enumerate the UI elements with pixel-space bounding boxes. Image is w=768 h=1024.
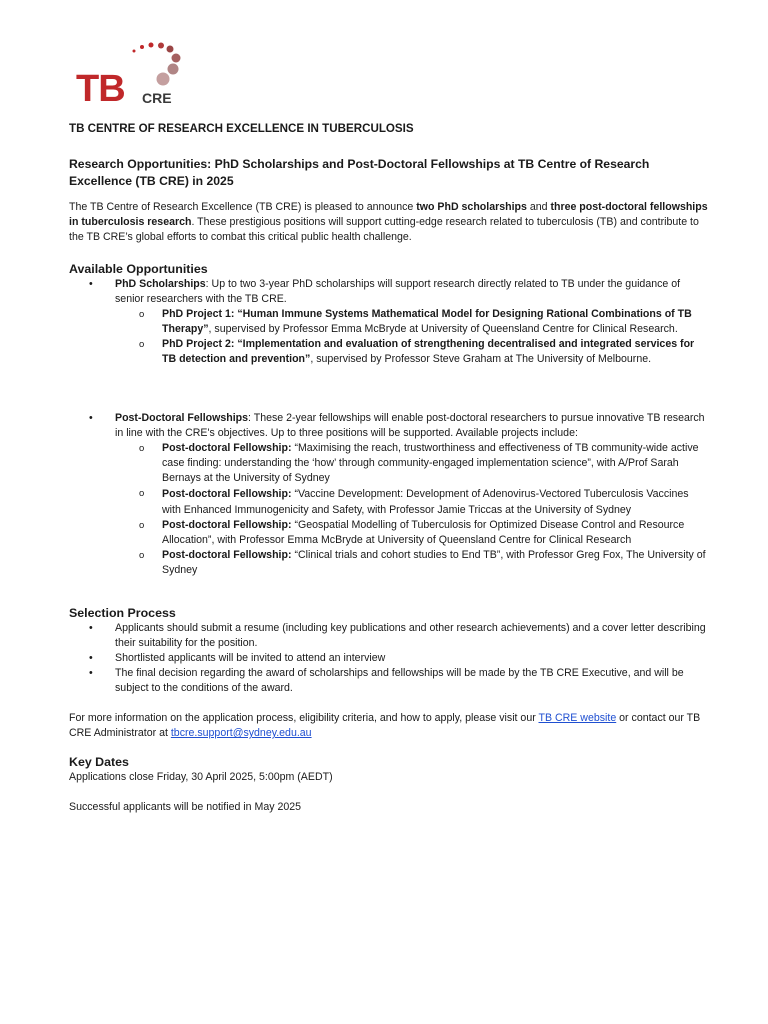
project-title: “Human Immune Systems Mathematical Model for Designing Rational Combinations of TB Therapy” bbox=[162, 308, 692, 335]
project-label: Post-doctoral Fellowship: bbox=[162, 488, 295, 500]
available-list bbox=[69, 277, 709, 578]
postdoc-projects-list bbox=[115, 441, 709, 578]
org-title: TB CENTRE OF RESEARCH EXCELLENCE IN TUBERCULOSIS bbox=[69, 122, 414, 135]
list-item: • Shortlisted applicants will be invited to attend an interview bbox=[69, 651, 709, 666]
intro-text: The TB Centre of Research Excellence (TB CRE) is pleased to announce bbox=[69, 201, 417, 213]
postdoc-text: : These 2-year fellowships will enable post-doctoral researchers to pursue innovative TB research in line with the CRE's objectives. Up to three positions will be supported. Available projects include: bbox=[115, 412, 705, 439]
project-label: Post-doctoral Fellowship: bbox=[162, 519, 295, 531]
project-title: “Implementation and evaluation of strengthening decentralised and integrated services for TB detection and prevention” bbox=[162, 338, 695, 365]
more-info-text: or contact our TB CRE Administrator at bbox=[69, 712, 701, 739]
intro-text: . These prestigious positions will support cutting-edge research related to tuberculosis (TB) and contribute to the TB CRE’s global efforts to combat this critical public health challenge. bbox=[69, 216, 699, 243]
phd-label: PhD Scholarships bbox=[115, 278, 206, 290]
phd-projects-list bbox=[115, 307, 709, 367]
list-item-postdoc-project bbox=[115, 441, 709, 486]
intro-bold-postdoc: three post-doctoral fellowships in tuberculosis research bbox=[69, 201, 708, 228]
postdoc-label: Post-Doctoral Fellowships bbox=[115, 412, 249, 424]
page-title: Research Opportunities: PhD Scholarships and Post-Doctoral Fellowships at TB Centre of Research Excellence (TB CRE) in 2025 bbox=[69, 157, 650, 188]
list-item-phd-project bbox=[115, 307, 709, 337]
list-item-phd-project bbox=[115, 337, 709, 367]
tb-cre-website-link[interactable]: TB CRE website bbox=[538, 712, 617, 724]
spacer bbox=[115, 367, 709, 411]
project-label: Post-doctoral Fellowship: bbox=[162, 442, 295, 454]
document-body bbox=[69, 121, 709, 815]
list-item-postdoc-project bbox=[115, 486, 709, 518]
project-text: “Geospatial Modelling of Tuberculosis for Optimized Disease Control and Resource Allocation”, with Professor Emma McBryde at University of Queensland Centre for Clinical Research bbox=[162, 519, 685, 546]
more-info-text: For more information on the application process, eligibility criteria, and how to apply, please visit our bbox=[69, 712, 539, 724]
notification-text: Successful applicants will be notified in May 2025 bbox=[69, 801, 302, 813]
phd-text: : Up to two 3-year PhD scholarships will support research directly related to TB under the guidance of senior researchers with the TB CRE. bbox=[115, 278, 681, 305]
project-text: , supervised by Professor Emma McBryde at University of Queensland Centre for Clinical Research. bbox=[208, 323, 678, 335]
project-label: Post-doctoral Fellowship: bbox=[162, 549, 295, 561]
selection-heading: Selection Process bbox=[69, 606, 176, 620]
intro-paragraph bbox=[69, 200, 709, 245]
logo-cre-text: CRE bbox=[142, 90, 172, 106]
spacer bbox=[69, 578, 709, 605]
project-label: PhD Project 1: bbox=[162, 308, 238, 320]
project-label: PhD Project 2: bbox=[162, 338, 238, 350]
support-email-link[interactable]: tbcre.support@sydney.edu.au bbox=[170, 727, 312, 739]
project-text: “Clinical trials and cohort studies to End TB”, with Professor Greg Fox, The University of Sydney bbox=[162, 549, 706, 576]
applications-close-text: Applications close Friday, 30 April 2025, 5:00pm (AEDT) bbox=[69, 771, 333, 783]
available-heading: Available Opportunities bbox=[69, 262, 208, 276]
project-text: “Maximising the reach, trustworthiness and effectiveness of TB community-wide active case finding: understanding the ‘how’ through community-engaged implementation science”, with A/Prof Sarah Bernays at the University of Sydney bbox=[162, 442, 699, 484]
tb-cre-logo bbox=[76, 40, 186, 110]
list-item: • The final decision regarding the award of scholarships and fellowships will be made by the TB CRE Executive, and will be subject to the conditions of the award. bbox=[69, 666, 709, 696]
more-info-paragraph bbox=[69, 711, 709, 741]
list-item-phd bbox=[69, 277, 709, 411]
intro-bold-phd: two PhD scholarships bbox=[416, 201, 527, 213]
logo-tb-text: TB bbox=[76, 68, 125, 110]
list-item-postdoc-project bbox=[115, 518, 709, 548]
project-text: , supervised by Professor Steve Graham at The University of Melbourne. bbox=[310, 353, 652, 365]
key-dates-heading: Key Dates bbox=[69, 755, 129, 769]
list-item: • Applicants should submit a resume (including key publications and other research achievements) and a cover letter describing their suitability for the position. bbox=[69, 621, 709, 651]
list-item-postdoc bbox=[69, 411, 709, 578]
list-item-postdoc-project bbox=[115, 548, 709, 578]
intro-text: and bbox=[526, 201, 551, 213]
project-text: “Vaccine Development: Development of Adenovirus-Vectored Tuberculosis Vaccines with Enhanced Immunogenicity and Safety, with Professor Jamie Triccas at the University of Sydney bbox=[162, 488, 689, 516]
selection-list bbox=[69, 621, 709, 696]
